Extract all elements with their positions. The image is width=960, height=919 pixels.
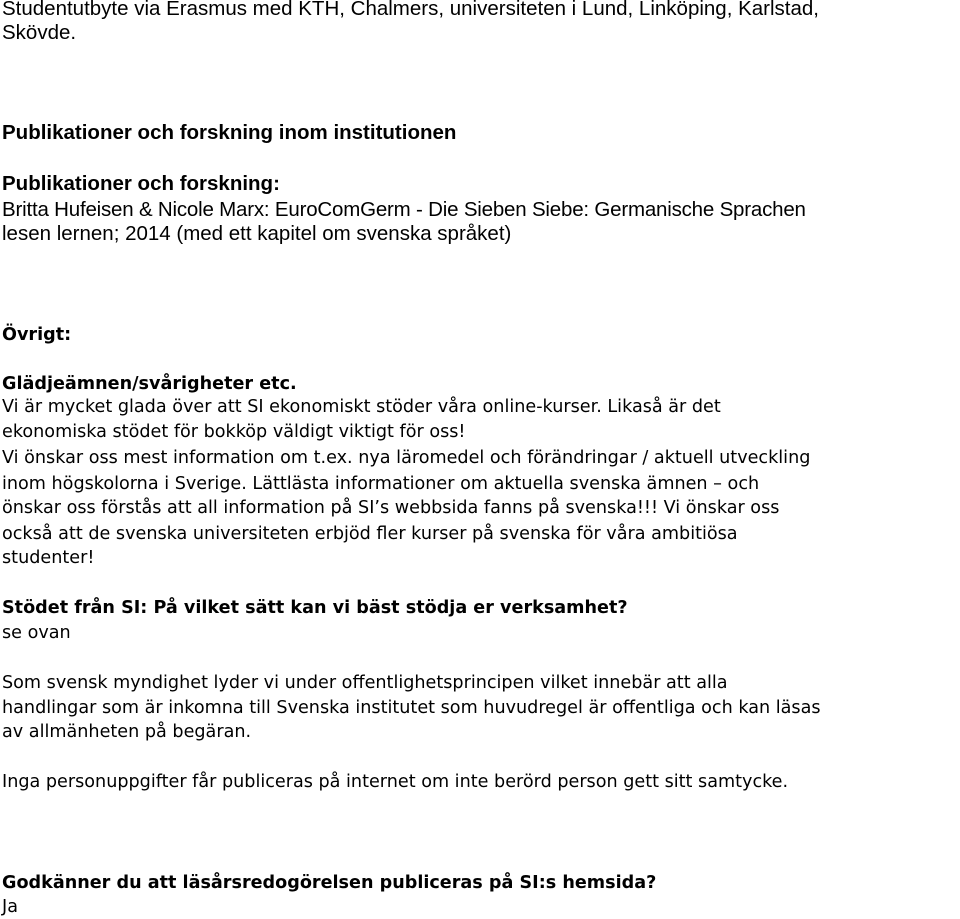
other-line-5: önskar oss förstås att all information på SI’s webbsida fanns på svenska!!! Vi önskar oss — [2, 498, 780, 518]
support-question: Stödet från SI: På vilket sätt kan vi bäst stödja er verksamhet? — [2, 598, 628, 618]
public-notice-line-3: av allmänheten på begäran. — [2, 722, 252, 742]
other-line-1: Vi är mycket glada över att SI ekonomiskt stöder våra online-kurser. Likaså är det — [2, 397, 721, 417]
privacy-notice: Inga personuppgifter får publiceras på internet om inte berörd person gett sitt samtycke. — [2, 772, 789, 792]
intro-line-2: Skövde. — [2, 21, 77, 44]
publication-entry-line-1: Britta Hufeisen & Nicole Marx: EuroComGerm - Die Sieben Siebe: Germanische Sprachen — [2, 198, 806, 221]
other-subheading: Glädjeämnen/svårigheter etc. — [2, 374, 297, 394]
other-line-6: också att de svenska universiteten erbjöd fler kurser på svenska för våra ambitiösa — [2, 524, 738, 544]
public-notice-line-2: handlingar som är inkomna till Svenska institutet som huvudregel är offentliga och kan läsas — [2, 698, 821, 718]
support-answer: se ovan — [2, 623, 71, 643]
other-heading: Övrigt: — [2, 325, 72, 345]
approval-answer: Ja — [2, 897, 18, 917]
publication-entry-line-2: lesen lernen; 2014 (med ett kapitel om svenska språket) — [2, 222, 512, 245]
other-line-2: ekonomiska stödet för bokköp väldigt viktigt för oss! — [2, 422, 466, 442]
other-line-3: Vi önskar oss mest information om t.ex. nya läromedel och förändringar / aktuell utveckling — [2, 448, 811, 468]
other-line-4: inom högskolorna i Sverige. Lättlästa informationer om aktuella svenska ämnen – och — [2, 474, 760, 494]
publications-subheading: Publikationer och forskning: — [2, 172, 280, 195]
approval-question: Godkänner du att läsårsredogörelsen publiceras på SI:s hemsida? — [2, 873, 657, 893]
public-notice-line-1: Som svensk myndighet lyder vi under offentlighetsprincipen vilket innebär att alla — [2, 673, 728, 693]
intro-line-1: Studentutbyte via Erasmus med KTH, Chalmers, universiteten i Lund, Linköping, Karlstad, — [2, 0, 819, 20]
other-line-7: studenter! — [2, 548, 95, 568]
publications-heading: Publikationer och forskning inom institutionen — [2, 121, 457, 144]
